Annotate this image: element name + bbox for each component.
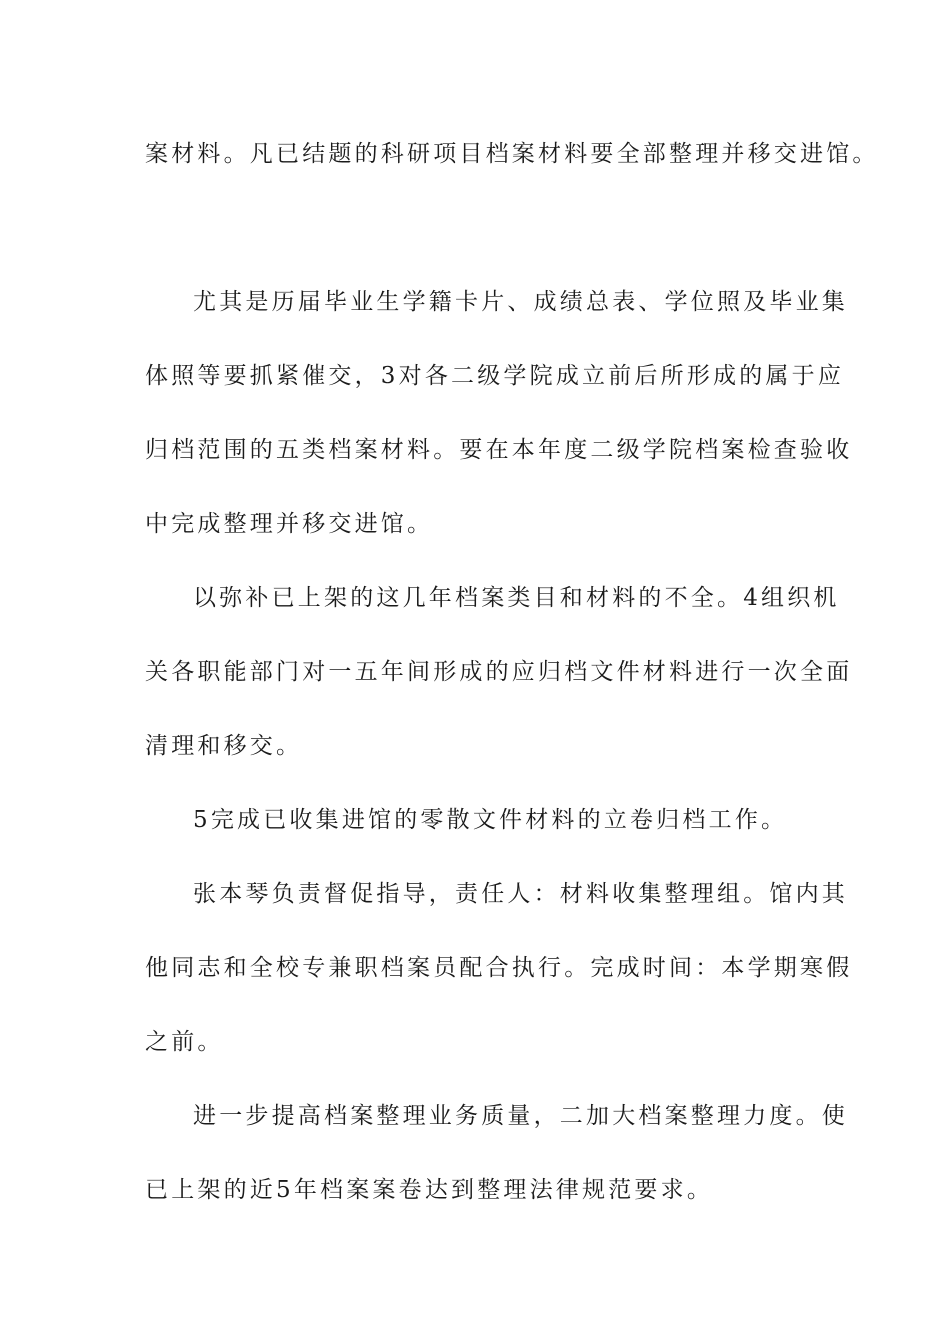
text-line: 归档范围的五类档案材料。要在本年度二级学院档案检查验收 [145, 437, 853, 463]
paragraph-first-line: 进一步提高档案整理业务质量，二加大档案整理力度。使 [193, 1103, 848, 1129]
text-line: 关各职能部门对一五年间形成的应归档文件材料进行一次全面 [145, 659, 853, 685]
text-line: 清理和移交。 [145, 733, 303, 759]
text-line: 中完成整理并移交进馆。 [145, 511, 434, 537]
paragraph-first-line: 以弥补已上架的这几年档案类目和材料的不全。4组织机 [193, 585, 840, 611]
text-line: 他同志和全校专兼职档案员配合执行。完成时间：本学期寒假 [145, 955, 853, 981]
paragraph-first-line: 张本琴负责督促指导，责任人：材料收集整理组。馆内其 [193, 881, 848, 907]
paragraph-first-line: 尤其是历届毕业生学籍卡片、成绩总表、学位照及毕业集 [193, 289, 848, 315]
text-line: 案材料。凡已结题的科研项目档案材料要全部整理并移交进馆。 [145, 141, 879, 167]
paragraph-first-line: 5完成已收集进馆的零散文件材料的立卷归档工作。 [193, 807, 788, 833]
text-line: 已上架的近5年档案案卷达到整理法律规范要求。 [145, 1177, 714, 1203]
text-line: 体照等要抓紧催交，3对各二级学院成立前后所形成的属于应 [145, 363, 845, 389]
text-line: 之前。 [145, 1029, 224, 1055]
